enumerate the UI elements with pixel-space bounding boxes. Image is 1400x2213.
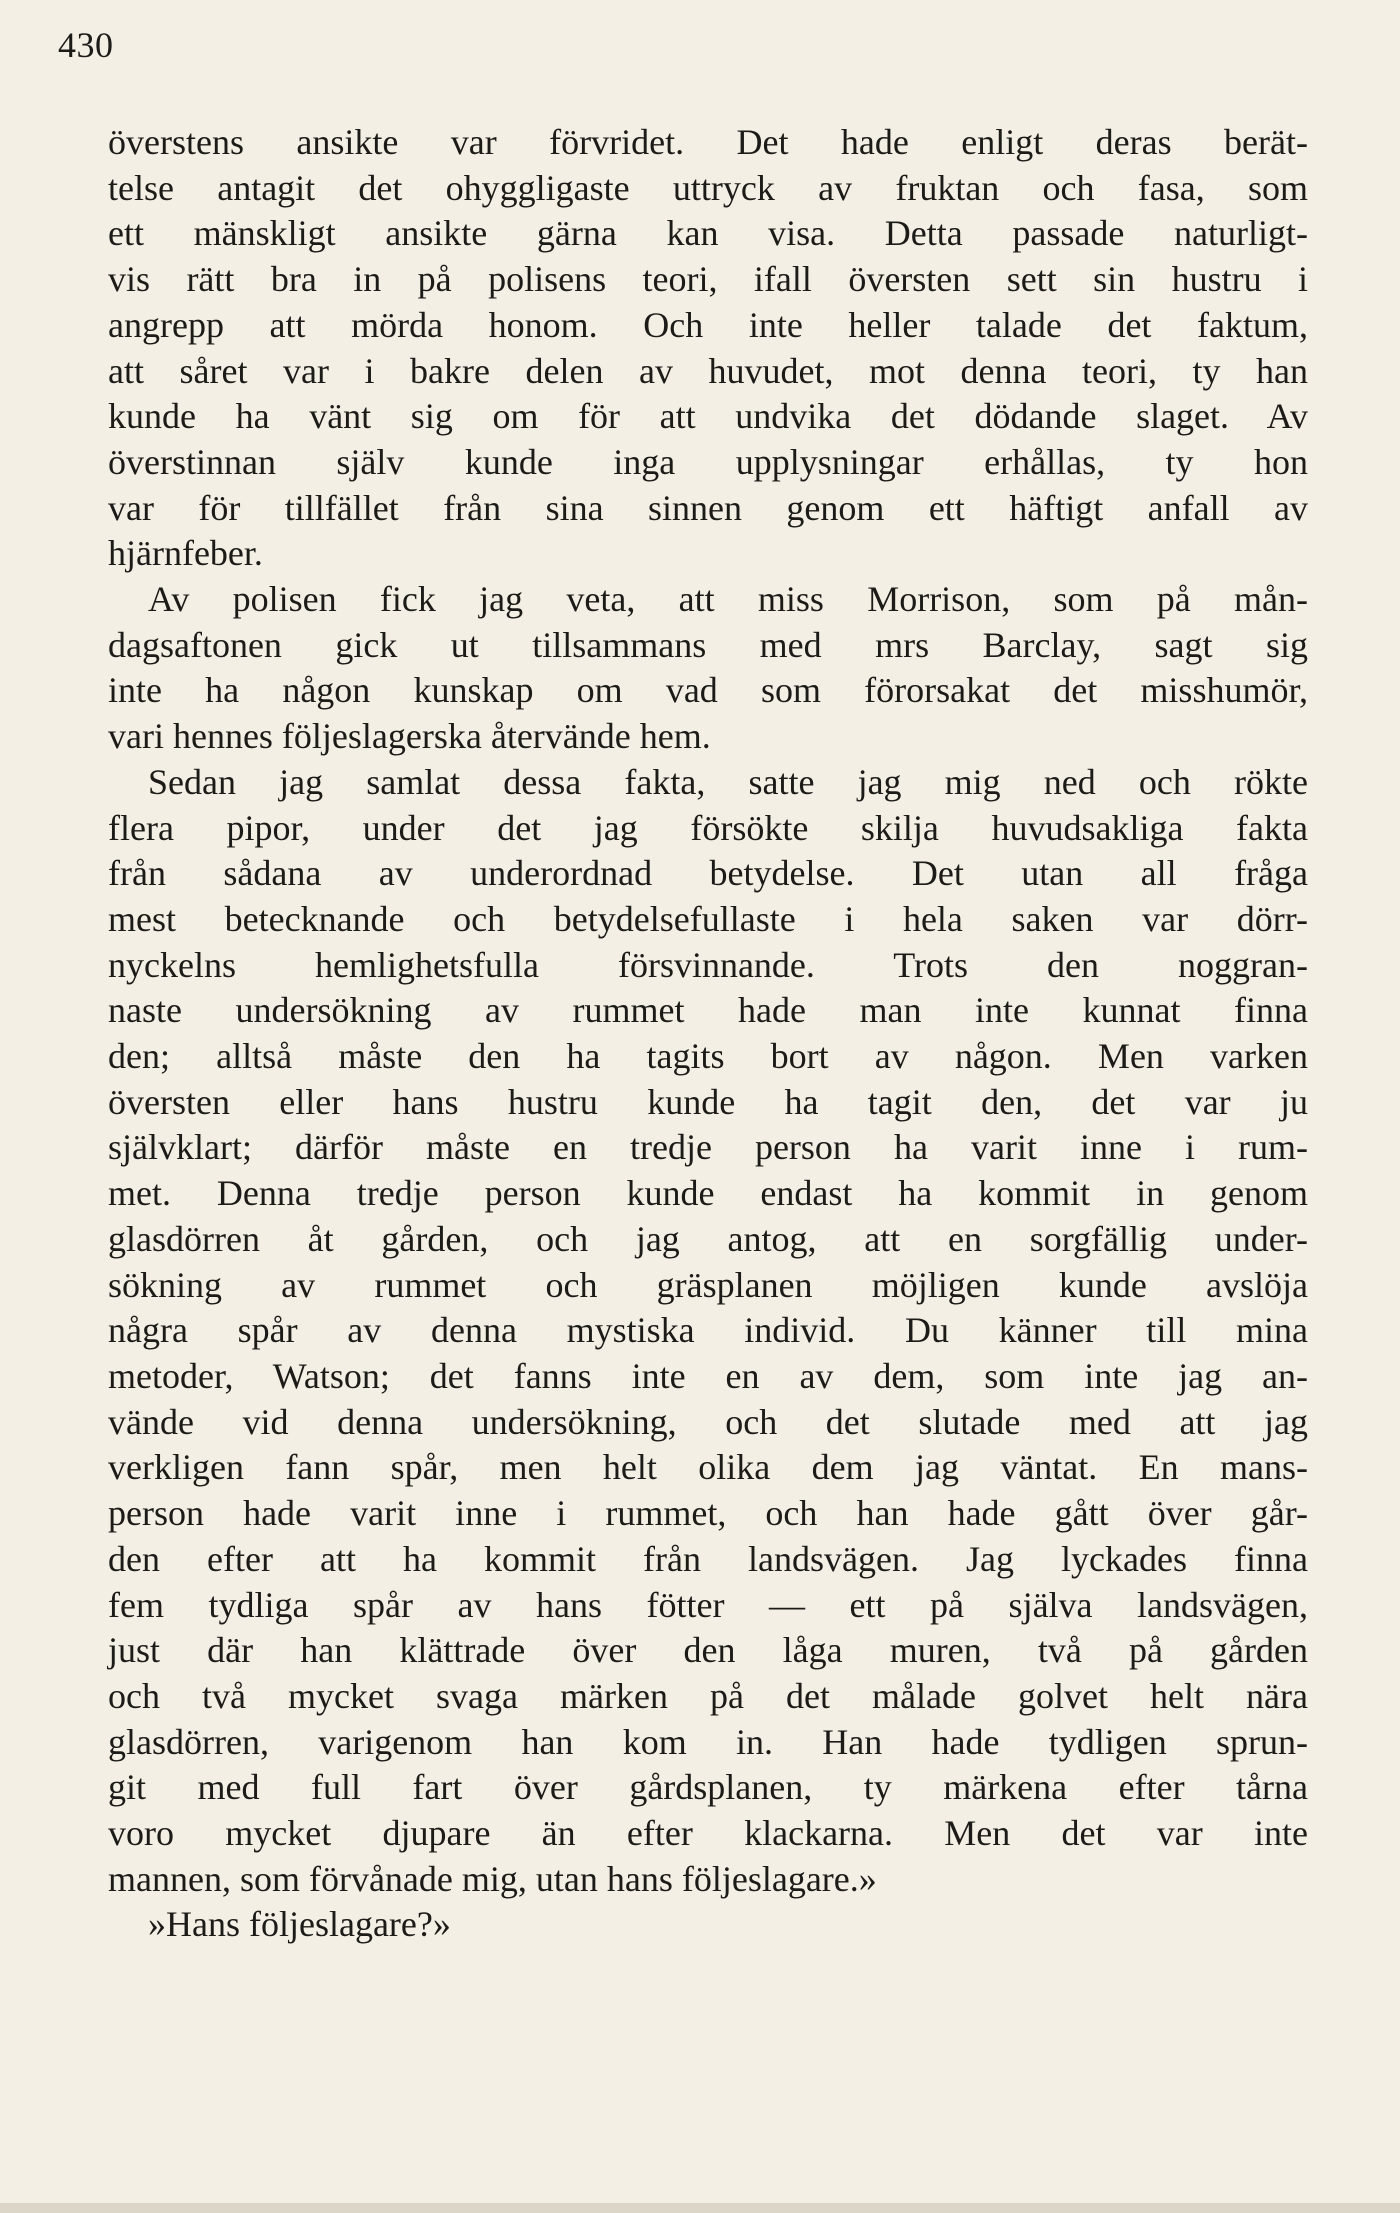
text-line: mannen, som förvånade mig, utan hans följeslagare.»: [108, 1858, 877, 1899]
text-line: angrepp att mörda honom. Och inte heller talade det faktum,: [108, 304, 1308, 345]
text-line: överstens ansikte var förvridet. Det hade enligt deras berät-: [108, 122, 1308, 162]
text-line: Av polisen fick jag veta, att miss Morrison, som på mån-: [148, 579, 1308, 620]
text-line: vis rätt bra in på polisens teori, ifall översten sett sin hustru i: [108, 259, 1308, 300]
text-line: Sedan jag samlat dessa fakta, satte jag mig ned och rökte: [148, 761, 1308, 802]
text-line: verkligen fann spår, men helt olika dem jag väntat. En mans-: [108, 1447, 1308, 1488]
paragraph: [108, 577, 1308, 760]
text-line: person hade varit inne i rummet, och han hade gått över går-: [108, 1493, 1308, 1534]
body-text: [108, 120, 1308, 1948]
text-line: git med full fart över gårdsplanen, ty märkena efter tårna: [108, 1767, 1308, 1808]
text-line: naste undersökning av rummet hade man inte kunnat finna: [108, 990, 1308, 1031]
text-line: självklart; därför måste en tredje person ha varit inne i rum-: [108, 1127, 1308, 1168]
text-line: den efter att ha kommit från landsvägen. Jag lyckades finna: [108, 1538, 1308, 1579]
text-line: och två mycket svaga märken på det målade golvet helt nära: [108, 1675, 1308, 1716]
text-line: den; alltså måste den ha tagits bort av någon. Men varken: [108, 1036, 1308, 1077]
text-line: nyckelns hemlighetsfulla försvinnande. Trots den noggran-: [108, 944, 1308, 985]
text-line: metoder, Watson; det fanns inte en av dem, som inte jag an-: [108, 1355, 1308, 1396]
paragraph: [108, 760, 1308, 1903]
text-line: några spår av denna mystiska individ. Du känner till mina: [108, 1310, 1308, 1351]
text-line: vände vid denna undersökning, och det slutade med att jag: [108, 1401, 1308, 1442]
text-line: ett mänskligt ansikte gärna kan visa. Detta passade naturligt-: [108, 213, 1308, 254]
paragraph: [108, 1902, 1308, 1948]
text-line: sökning av rummet och gräsplanen möjligen kunde avslöja: [108, 1264, 1308, 1305]
text-line: dagsaftonen gick ut tillsammans med mrs Barclay, sagt sig: [108, 624, 1308, 665]
text-line: fem tydliga spår av hans fötter — ett på själva landsvägen,: [108, 1584, 1308, 1625]
text-line: met. Denna tredje person kunde endast ha kommit in genom: [108, 1173, 1308, 1214]
text-line: att såret var i bakre delen av huvudet, mot denna teori, ty han: [108, 350, 1308, 391]
text-line: överstinnan själv kunde inga upplysningar erhållas, ty hon: [108, 441, 1308, 482]
text-line: glasdörren, varigenom han kom in. Han hade tydligen sprun-: [108, 1721, 1308, 1762]
text-line: »Hans följeslagare?»: [148, 1904, 451, 1945]
text-line: vari hennes följeslagerska återvände hem.: [108, 716, 711, 757]
text-line: översten eller hans hustru kunde ha tagit den, det var ju: [108, 1081, 1308, 1122]
text-line: glasdörren åt gården, och jag antog, att en sorgfällig under-: [108, 1218, 1308, 1259]
text-line: hjärnfeber.: [108, 533, 263, 574]
page-number: 430: [58, 25, 114, 65]
text-line: kunde ha vänt sig om för att undvika det dödande slaget. Av: [108, 396, 1308, 437]
text-line: mest betecknande och betydelsefullaste i hela saken var dörr-: [108, 898, 1308, 939]
text-line: telse antagit det ohyggligaste uttryck av fruktan och fasa, som: [108, 167, 1308, 208]
text-line: från sådana av underordnad betydelse. Det utan all fråga: [108, 853, 1308, 894]
page-bottom-edge: [0, 2203, 1400, 2213]
text-line: just där han klättrade över den låga muren, två på gården: [108, 1630, 1308, 1671]
text-line: flera pipor, under det jag försökte skilja huvudsakliga fakta: [108, 807, 1308, 848]
text-line: inte ha någon kunskap om vad som förorsakat det misshumör,: [108, 670, 1308, 711]
paragraph: [108, 120, 1308, 577]
text-line: var för tillfället från sina sinnen genom ett häftigt anfall av: [108, 487, 1308, 528]
text-line: voro mycket djupare än efter klackarna. Men det var inte: [108, 1813, 1308, 1854]
